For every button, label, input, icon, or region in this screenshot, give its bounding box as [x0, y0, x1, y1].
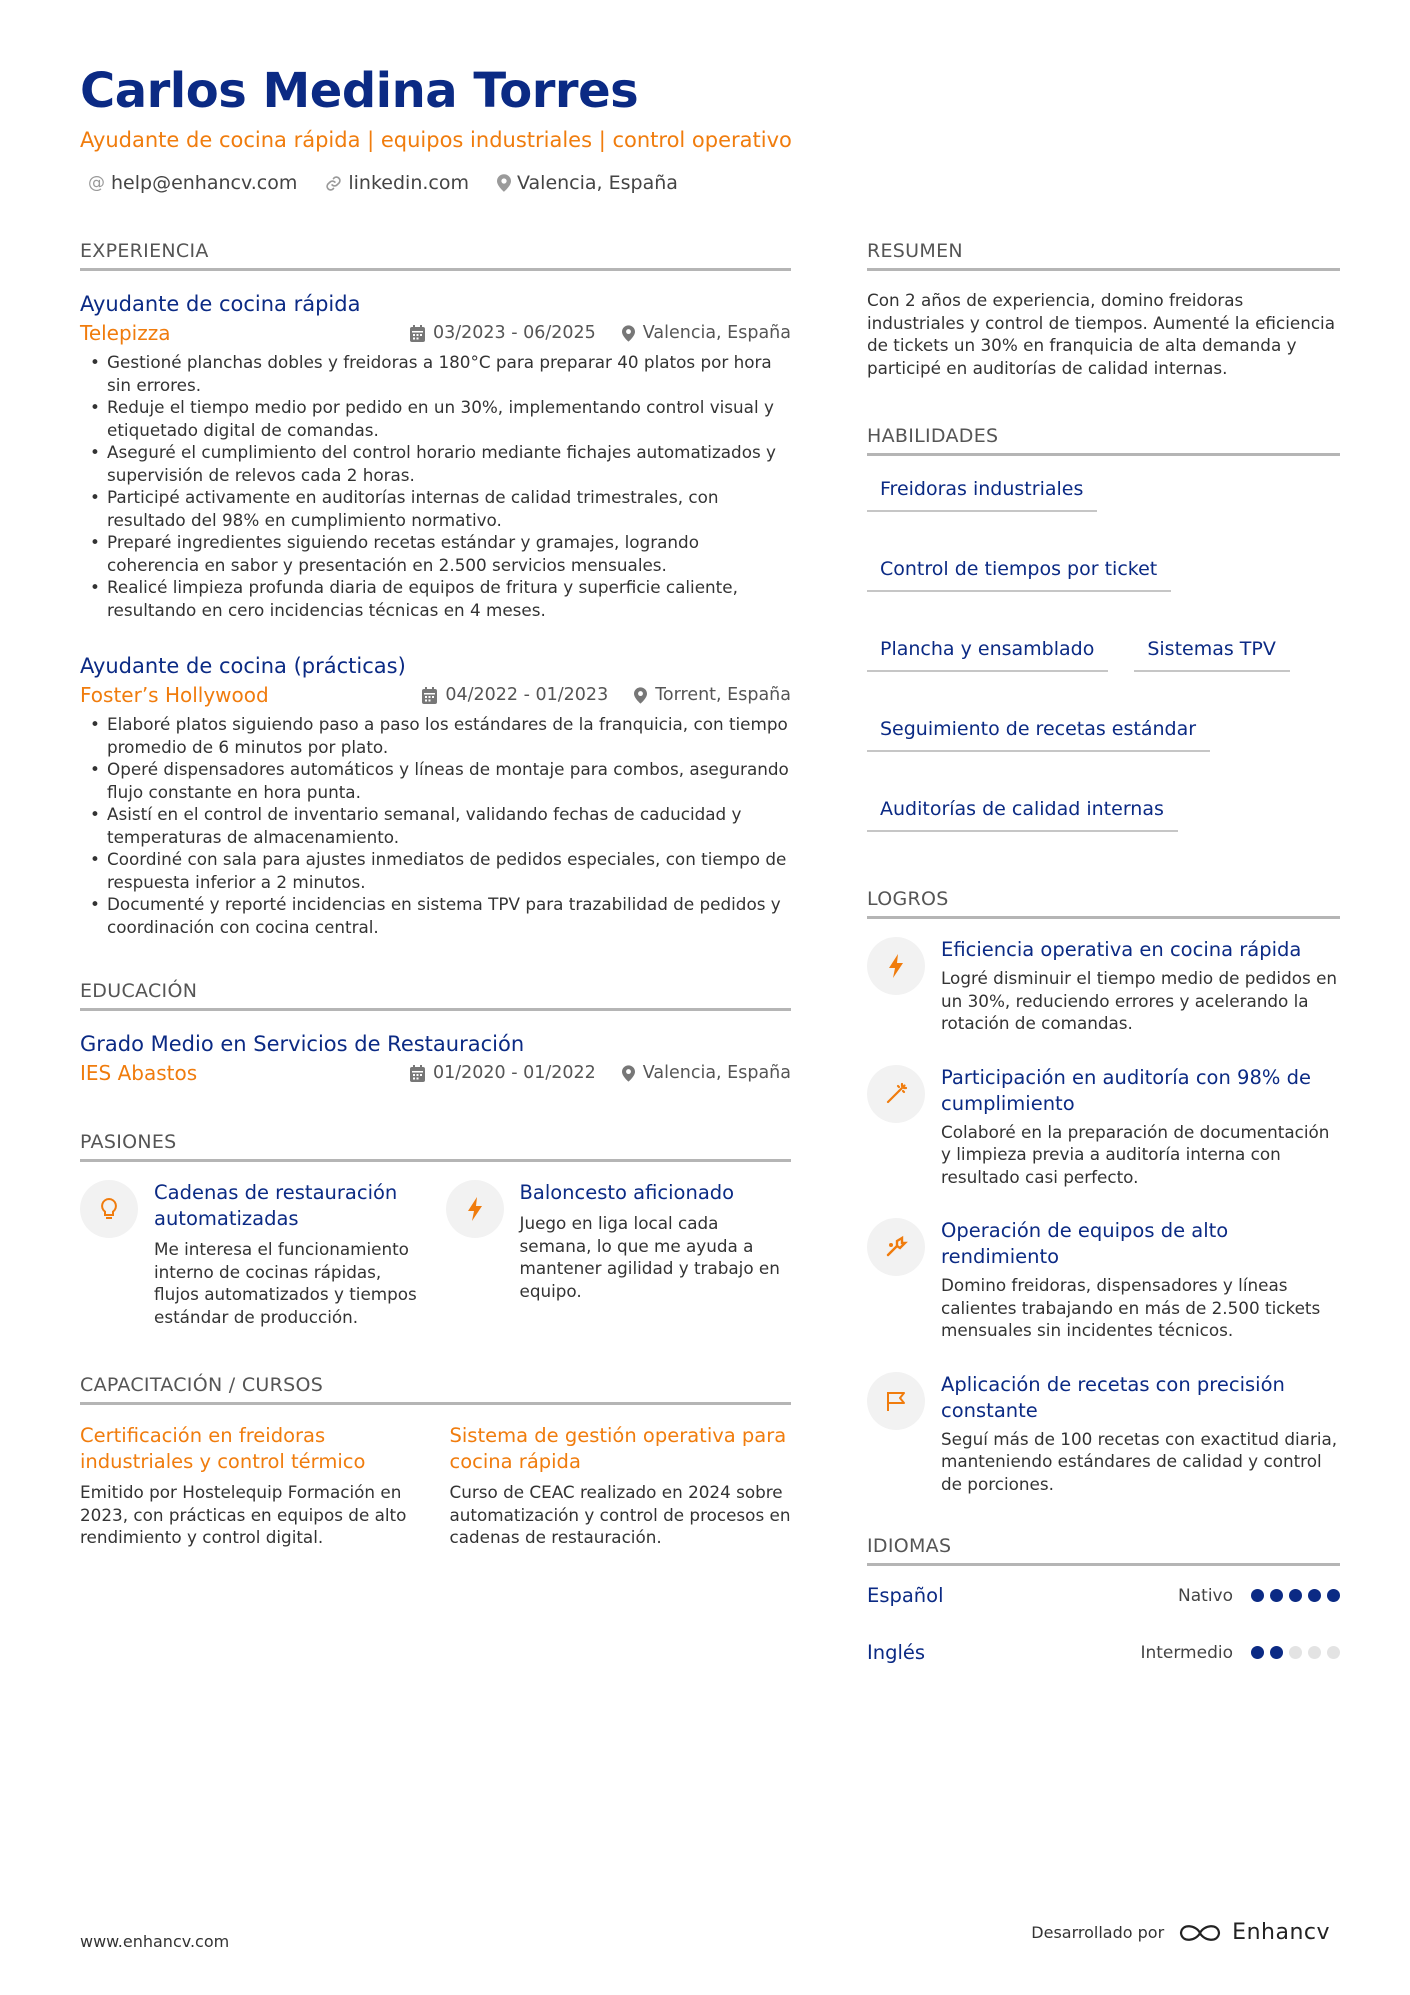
language-row: [867, 1641, 1340, 1664]
enhancv-brand-text: Enhancv: [1232, 1920, 1330, 1945]
passions-heading: PASIONES: [80, 1131, 791, 1162]
bullet-item: • Realicé limpieza profunda diaria de equipos de fritura y superficie caliente, resultando en cero incidencias técnicas en 4 meses.: [80, 576, 791, 621]
job-location-text: Torrent, España: [655, 685, 791, 705]
education-heading: EDUCACIÓN: [80, 980, 791, 1011]
language-rating: [1251, 1589, 1340, 1602]
resume-header: [80, 62, 1330, 194]
rating-dot-filled: [1327, 1589, 1340, 1602]
passion-item: [446, 1180, 792, 1328]
passion-desc: Me interesa el funcionamiento interno de cocinas rápidas, flujos automatizados y tiempos estándar de producción.: [154, 1239, 417, 1327]
achievement-title: Participación en auditoría con 98% de cumplimiento: [941, 1065, 1311, 1115]
skill-tag: Seguimiento de recetas estándar: [867, 716, 1210, 752]
language-name: Español: [867, 1584, 944, 1607]
achievement-desc: Seguí más de 100 recetas con exactitud diaria, manteniendo estándares de calidad y control de porciones.: [941, 1428, 1338, 1494]
job-meta: [80, 321, 791, 345]
language-rating: [1251, 1646, 1340, 1659]
calendar-icon: [410, 325, 425, 342]
skills-heading: HABILIDADES: [867, 425, 1340, 456]
link-icon: [325, 175, 342, 192]
achievement-item: [867, 1065, 1340, 1189]
courses-section: [80, 1374, 791, 1549]
skill-tag: Sistemas TPV: [1134, 636, 1290, 672]
passion-item: [80, 1180, 426, 1328]
right-column: [867, 240, 1340, 1710]
job-location: [634, 685, 791, 705]
company-name: Telepizza: [80, 321, 171, 345]
contact-email[interactable]: [88, 172, 297, 194]
rating-dot-empty: [1327, 1646, 1340, 1659]
experience-section: [80, 240, 791, 938]
skill-tag: Auditorías de calidad internas: [867, 796, 1178, 832]
flag-icon: [867, 1372, 925, 1430]
education-dates-text: 01/2020 - 01/2022: [432, 1063, 596, 1083]
language-level-group: [1140, 1643, 1340, 1663]
language-level: Intermedio: [1140, 1642, 1233, 1663]
achievements-section: [867, 888, 1340, 1495]
bullet-item: • Operé dispensadores automáticos y líneas de montaje para combos, asegurando flujo constante en hora punta.: [80, 758, 791, 803]
languages-heading: IDIOMAS: [867, 1535, 1340, 1566]
achievements-heading: LOGROS: [867, 888, 1340, 919]
job-bullets: [80, 351, 791, 621]
rating-dot-filled: [1308, 1589, 1321, 1602]
achievement-item: [867, 1372, 1340, 1496]
education-dates: [410, 1063, 596, 1083]
school-name: IES Abastos: [80, 1061, 198, 1085]
rating-dot-filled: [1270, 1589, 1283, 1602]
job-location-text: Valencia, España: [642, 323, 791, 343]
achievement-title: Eficiencia operativa en cocina rápida: [941, 938, 1302, 961]
bullet-item: • Coordiné con sala para ajustes inmediatos de pedidos especiales, con tiempo de respuesta inferior a 2 minutos.: [80, 848, 791, 893]
job-dates: [410, 323, 596, 343]
magic-wand-icon: [867, 1065, 925, 1123]
left-column: [80, 240, 791, 1595]
course-desc: Curso de CEAC realizado en 2024 sobre automatización y control de procesos en cadenas de restauración.: [449, 1482, 791, 1547]
job-meta: [80, 683, 791, 707]
candidate-name: Carlos Medina Torres: [80, 63, 639, 119]
job-dates: [422, 685, 608, 705]
bullet-item: • Gestioné planchas dobles y freidoras a 180°C para preparar 40 platos por hora sin errores.: [80, 351, 791, 396]
bolt-icon: [867, 937, 925, 995]
skills-section: [867, 425, 1340, 832]
job-title: Ayudante de cocina (prácticas): [80, 654, 406, 678]
candidate-subtitle: Ayudante de cocina rápida | equipos industriales | control operativo: [80, 128, 792, 152]
bullet-item: • Elaboré platos siguiendo paso a paso los estándares de la franquicia, con tiempo promedio de 6 minutos por plato.: [80, 713, 791, 758]
education-location: [622, 1063, 791, 1083]
footer-branding: [1031, 1920, 1330, 1945]
passions-grid: [80, 1180, 791, 1328]
at-icon: @: [88, 173, 105, 193]
language-name: Inglés: [867, 1641, 926, 1664]
rating-dot-filled: [1270, 1646, 1283, 1659]
target-arrow-icon: [867, 1218, 925, 1276]
location-text: Valencia, España: [517, 172, 678, 194]
skill-tag: Freidoras industriales: [867, 476, 1097, 512]
job-meta-details: [422, 685, 791, 705]
passions-section: [80, 1131, 791, 1328]
education-section: [80, 980, 791, 1085]
powered-by-text: Desarrollado por: [1031, 1923, 1165, 1942]
location-pin-icon: [622, 1065, 635, 1082]
skill-tag: Plancha y ensamblado: [867, 636, 1108, 672]
achievement-item: [867, 1218, 1340, 1342]
summary-section: [867, 240, 1340, 379]
language-row: [867, 1584, 1340, 1607]
location-pin-icon: [622, 325, 635, 342]
rating-dot-filled: [1289, 1589, 1302, 1602]
job-entry: [80, 651, 791, 938]
location-pin-icon: [634, 687, 647, 704]
summary-heading: RESUMEN: [867, 240, 1340, 271]
rating-dot-filled: [1251, 1646, 1264, 1659]
summary-text: Con 2 años de experiencia, domino freidoras industriales y control de tiempos. Aumenté la eficiencia de tickets un 30% en franquicia de alta demanda y participé en auditorías de calidad internas.: [867, 290, 1335, 378]
job-dates-text: 03/2023 - 06/2025: [432, 323, 596, 343]
job-dates-text: 04/2022 - 01/2023: [445, 685, 609, 705]
course-item: [80, 1423, 422, 1549]
calendar-icon: [410, 1065, 425, 1082]
course-title: Certificación en freidoras industriales y control térmico: [80, 1424, 366, 1473]
job-meta-details: [410, 323, 791, 343]
footer-website[interactable]: www.enhancv.com: [80, 1932, 230, 1951]
passion-title: Baloncesto aficionado: [519, 1181, 735, 1204]
job-location: [622, 323, 791, 343]
job-entry: [80, 289, 791, 621]
course-item: [450, 1423, 792, 1549]
education-meta-details: [410, 1063, 791, 1083]
achievement-item: [867, 937, 1340, 1035]
bullet-item: • Reduje el tiempo medio por pedido en un 30%, implementando control visual y etiquetado digital de comandas.: [80, 396, 791, 441]
bullet-item: • Documenté y reporté incidencias en sistema TPV para trazabilidad de pedidos y coordinación con cocina central.: [80, 893, 791, 938]
linkedin-text: linkedin.com: [348, 172, 469, 194]
rating-dot-filled: [1251, 1589, 1264, 1602]
skill-tag: Control de tiempos por ticket: [867, 556, 1171, 592]
achievement-desc: Logré disminuir el tiempo medio de pedidos en un 30%, reduciendo errores y acelerando la rotación de comandas.: [941, 968, 1338, 1033]
rating-dot-empty: [1308, 1646, 1321, 1659]
location-pin-icon: [497, 174, 511, 192]
education-location-text: Valencia, España: [642, 1063, 791, 1083]
bullet-item: • Preparé ingredientes siguiendo recetas estándar y gramajes, logrando coherencia en sabor y presentación en 2.500 servicios mensuales.: [80, 531, 791, 576]
achievement-desc: Colaboré en la preparación de documentación y limpieza previa a auditoría interna con resultado casi perfecto.: [941, 1121, 1330, 1187]
job-title: Ayudante de cocina rápida: [80, 292, 361, 316]
language-level: Nativo: [1178, 1585, 1233, 1606]
contact-row: [80, 172, 1330, 194]
bullet-item: • Participé activamente en auditorías internas de calidad trimestrales, con resultado del 98% en cumplimiento normativo.: [80, 486, 791, 531]
degree-title: Grado Medio en Servicios de Restauración: [80, 1032, 525, 1056]
enhancv-logo[interactable]: [1178, 1920, 1330, 1945]
course-desc: Emitido por Hostelequip Formación en 2023, con prácticas en equipos de alto rendimiento y control digital.: [80, 1482, 407, 1547]
bullet-item: • Aseguré el cumplimiento del control horario mediante fichajes automatizados y supervisión de relevos cada 2 horas.: [80, 441, 791, 486]
skills-list: [867, 474, 1340, 832]
bullet-item: • Asistí en el control de inventario semanal, validando fechas de caducidad y temperaturas de almacenamiento.: [80, 803, 791, 848]
contact-linkedin[interactable]: [325, 172, 469, 194]
email-text: help@enhancv.com: [111, 172, 298, 194]
languages-section: [867, 1535, 1340, 1664]
achievement-desc: Domino freidoras, dispensadores y líneas calientes trabajando en más de 2.500 tickets mensuales sin incidentes técnicos.: [941, 1275, 1321, 1340]
job-bullets: [80, 713, 791, 938]
company-name: Foster’s Hollywood: [80, 683, 269, 707]
passion-desc: Juego en liga local cada semana, lo que me ayuda a mantener agilidad y trabajo en equipo.: [519, 1213, 780, 1301]
calendar-icon: [422, 687, 437, 704]
education-meta: [80, 1061, 791, 1085]
enhancv-logo-icon: [1178, 1921, 1222, 1945]
achievement-title: Operación de equipos de alto rendimiento: [941, 1219, 1229, 1268]
bolt-icon: [446, 1180, 504, 1238]
language-level-group: [1178, 1586, 1340, 1606]
courses-grid: [80, 1423, 791, 1549]
courses-heading: CAPACITACIÓN / CURSOS: [80, 1374, 791, 1405]
passion-title: Cadenas de restauración automatizadas: [154, 1181, 398, 1230]
experience-heading: EXPERIENCIA: [80, 240, 791, 271]
rating-dot-empty: [1289, 1646, 1302, 1659]
contact-location: [497, 172, 678, 194]
achievement-title: Aplicación de recetas con precisión constante: [941, 1372, 1285, 1422]
lightbulb-icon: [80, 1180, 138, 1238]
course-title: Sistema de gestión operativa para cocina rápida: [449, 1424, 787, 1473]
